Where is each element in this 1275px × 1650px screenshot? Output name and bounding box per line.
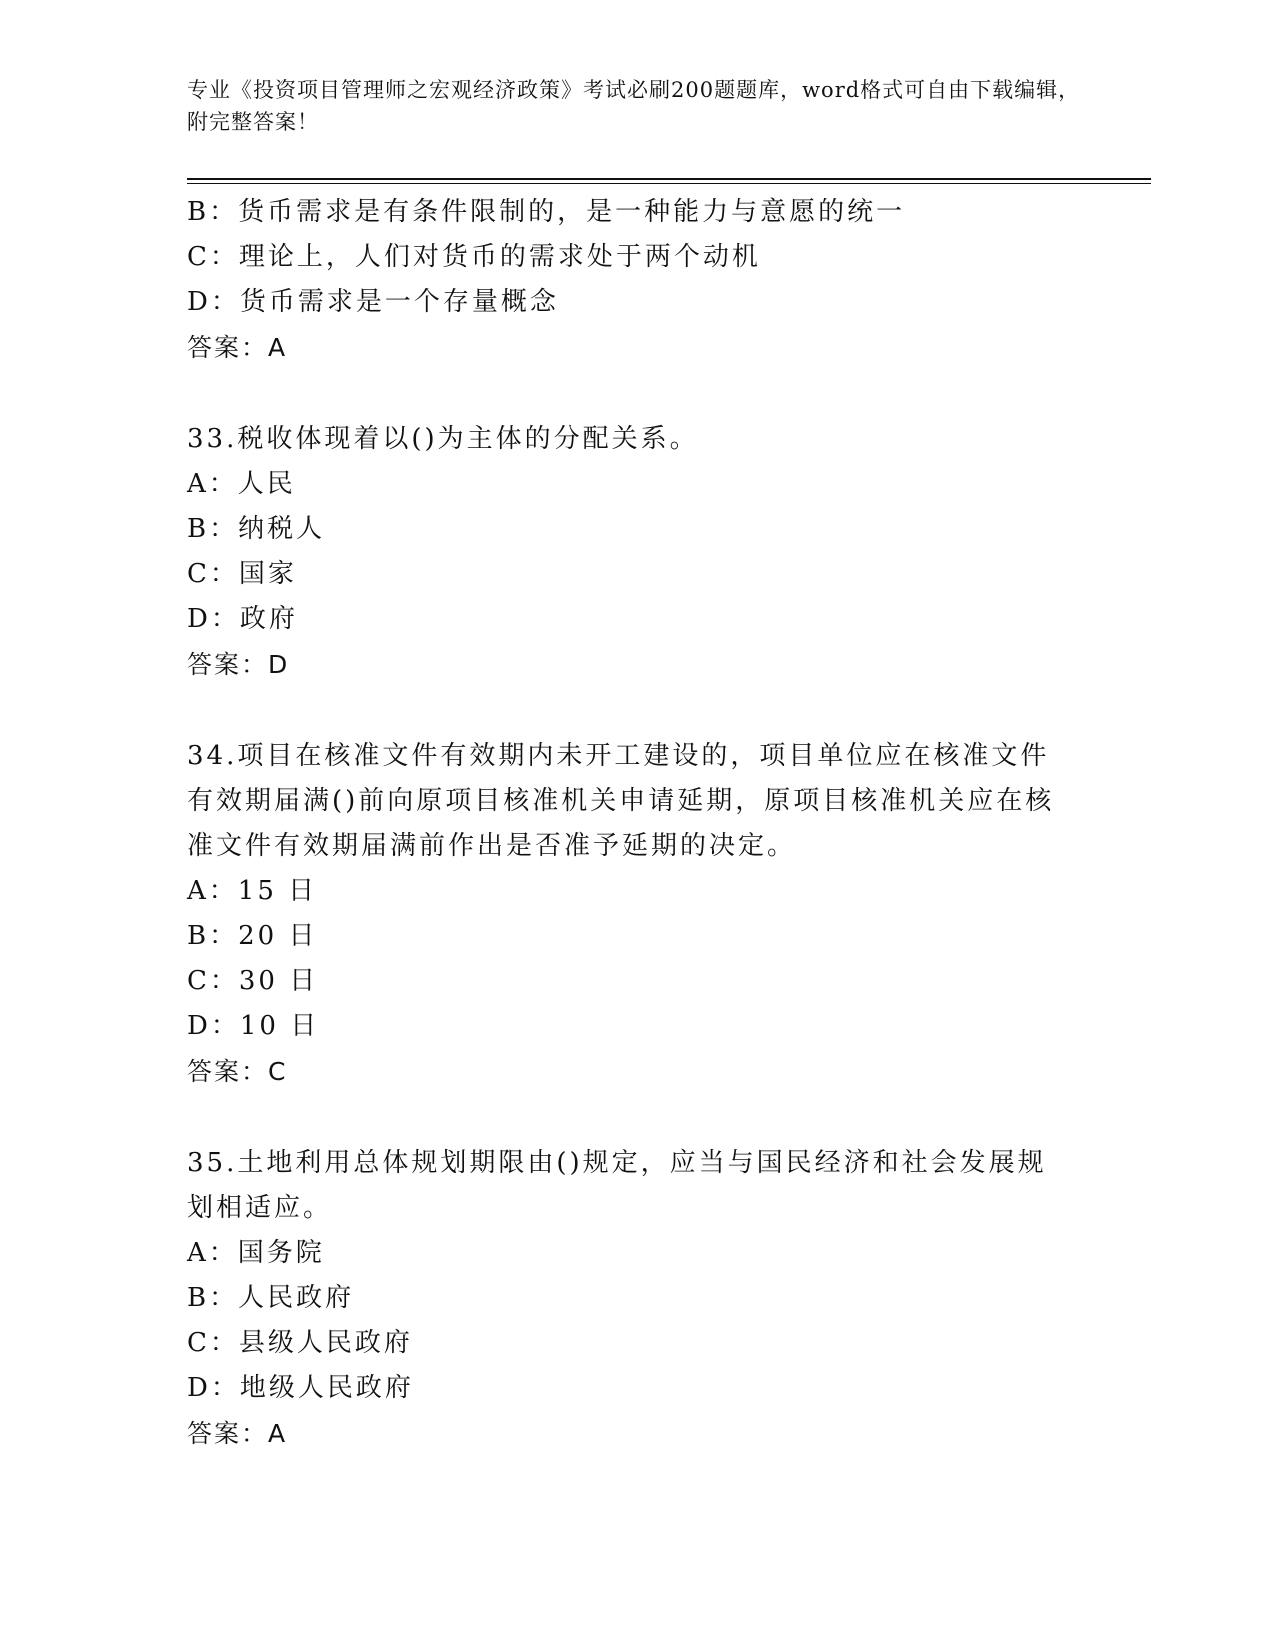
- option-d: D：10 日: [187, 1011, 320, 1041]
- option-d: D：政府: [187, 604, 298, 634]
- option-c: C：30 日: [187, 966, 319, 996]
- question-34: [187, 734, 1067, 1094]
- answer: 答案：D: [187, 650, 290, 679]
- option-d: D：地级人民政府: [187, 1373, 414, 1403]
- question-stem: 34.项目在核准文件有效期内未开工建设的，项目单位应在核准文件有效期届满()前向原项目核准机关申请延期，原项目核准机关应在核准文件有效期届满前作出是否准予延期的决定。: [187, 741, 1055, 861]
- header-divider-thin: [187, 183, 1151, 184]
- option-c: C：县级人民政府: [187, 1328, 413, 1358]
- answer: 答案：C: [187, 1057, 288, 1086]
- answer: 答案：A: [187, 333, 288, 362]
- option-c: C：国家: [187, 559, 297, 589]
- option-b: B：货币需求是有条件限制的，是一种能力与意愿的统一: [187, 197, 906, 227]
- option-b: B：纳税人: [187, 514, 326, 544]
- question-33: [187, 417, 1067, 687]
- option-a: A：15 日: [187, 876, 318, 906]
- option-b: B：人民政府: [187, 1283, 355, 1313]
- question-list: [187, 190, 1067, 1456]
- option-d: D：货币需求是一个存量概念: [187, 287, 559, 317]
- answer: 答案：A: [187, 1419, 288, 1448]
- question-stem: 33.税收体现着以()为主体的分配关系。: [187, 424, 699, 454]
- question-stem: 35.土地利用总体规划期限由()规定，应当与国民经济和社会发展规划相适应。: [187, 1148, 1047, 1223]
- option-b: B：20 日: [187, 921, 318, 951]
- option-a: A：人民: [187, 469, 296, 499]
- option-a: A：国务院: [187, 1238, 325, 1268]
- header-divider-thick: [187, 178, 1151, 180]
- question-35: [187, 1141, 1067, 1456]
- question-32-continuation: [187, 190, 1067, 370]
- document-header: 专业《投资项目管理师之宏观经济政策》考试必刷200题题库，word格式可自由下载编辑，附完整答案！: [187, 78, 1081, 134]
- option-c: C：理论上，人们对货币的需求处于两个动机: [187, 242, 761, 272]
